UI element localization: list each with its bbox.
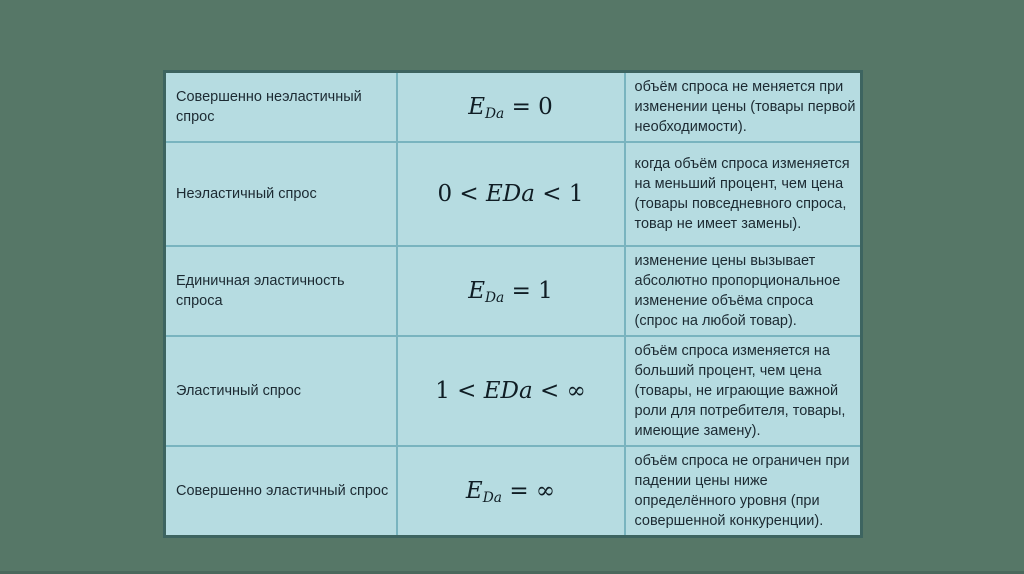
formula-subscript: Da — [482, 489, 503, 506]
formula-symbol: E — [468, 94, 485, 120]
table-row — [165, 142, 862, 246]
formula — [435, 378, 586, 404]
formula-prefix: 0 < — [437, 181, 487, 207]
term-cell: Совершенно неэластичный спрос — [165, 72, 397, 143]
formula-symbol: EDa — [483, 378, 533, 404]
formula-symbol: E — [465, 478, 483, 504]
formula — [468, 278, 553, 304]
formula — [468, 94, 553, 120]
table-row — [165, 72, 862, 143]
term-cell: Эластичный спрос — [165, 336, 397, 446]
description-cell: когда объём спроса изменяется на меньший процент, чем цена (товары повседневного спроса, товар не имеет замены). — [625, 142, 862, 246]
term-cell: Неэластичный спрос — [165, 142, 397, 246]
formula-cell — [397, 446, 625, 537]
formula — [466, 478, 555, 504]
formula-suffix: = 1 — [504, 278, 553, 304]
formula-symbol: E — [468, 278, 485, 304]
term-cell: Единичная эластичность спроса — [165, 246, 397, 336]
term-cell: Совершенно эластичный спрос — [165, 446, 397, 537]
description-cell: объём спроса изменяется на больший процент, чем цена (товары, не играющие важной роли для потребителя, товары, имеющие замену). — [625, 336, 862, 446]
table-row — [165, 446, 862, 537]
formula-suffix: = ∞ — [502, 478, 556, 504]
formula-subscript: Da — [484, 289, 505, 306]
formula — [437, 181, 583, 207]
formula-suffix: < ∞ — [532, 378, 586, 404]
table-row — [165, 246, 862, 336]
formula-prefix: 1 < — [435, 378, 484, 404]
table-row — [165, 336, 862, 446]
formula-cell — [397, 246, 625, 336]
formula-suffix: < 1 — [534, 181, 584, 207]
description-cell: объём спроса не меняется при изменении цены (товары первой необходимости). — [625, 72, 862, 143]
formula-cell — [397, 142, 625, 246]
formula-cell — [397, 336, 625, 446]
formula-suffix: = 0 — [504, 94, 553, 120]
description-cell: объём спроса не ограничен при падении цены ниже определённого уровня (при совершенной конкуренции). — [625, 446, 862, 537]
formula-cell — [397, 72, 625, 143]
description-cell: изменение цены вызывает абсолютно пропорциональное изменение объёма спроса (спрос на любой товар). — [625, 246, 862, 336]
formula-symbol: EDa — [486, 181, 535, 207]
elasticity-table — [163, 70, 863, 538]
formula-subscript: Da — [484, 105, 505, 122]
